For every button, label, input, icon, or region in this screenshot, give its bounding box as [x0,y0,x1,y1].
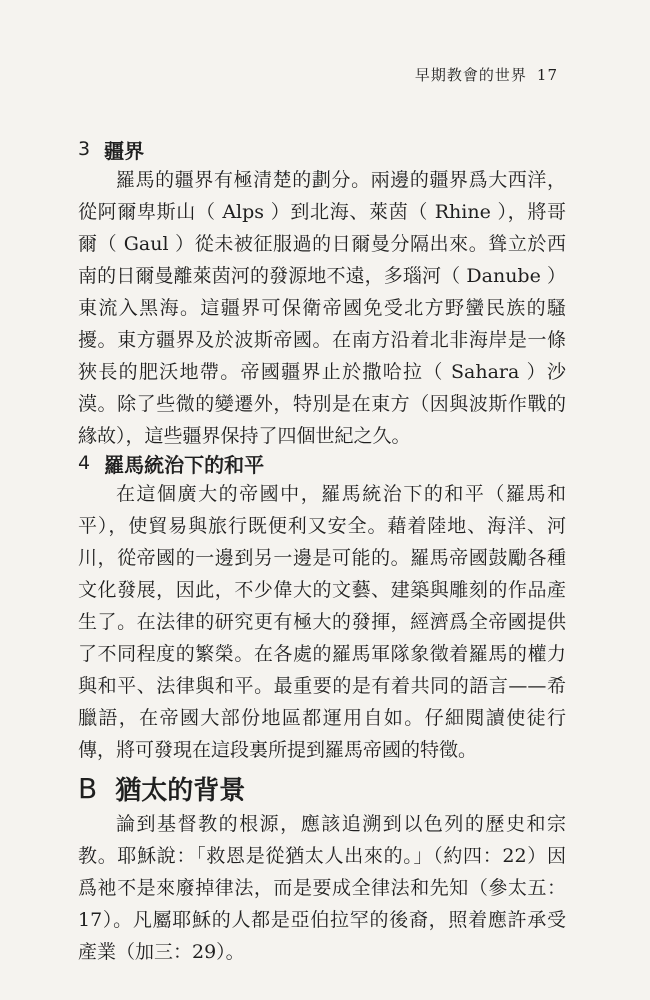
section-title: 羅馬統治下的和平 [104,452,265,477]
running-head-title: 早期教會的世界 [414,66,527,84]
section-heading [78,134,566,164]
section-paragraph: 羅馬的疆界有極清楚的劃分。兩邊的疆界爲大西洋，從阿爾卑斯山（ Alps ）到北海、萊茵（ Rhine ），將哥爾（ Gaul ）從未被征服過的日爾曼分隔出來。聳立於西南的日爾曼離萊茵河的發源地不遠，多瑙河（ Danube ）東流入黑海。這疆界可保衛帝國免受北方野蠻民族的騷擾。東方疆界及於波斯帝國。在南方沿着北非海岸是一條狹長的肥沃地帶。帝國疆界止於撒哈拉（ Sahara ）沙漠。除了些微的變遷外，特別是在東方（因與波斯作戰的緣故），這些疆界保持了四個世紀之久。 [78,169,566,447]
section-jewish-background [78,770,566,968]
section-letter: B [78,771,98,805]
section-title: 疆界 [104,138,145,163]
section-number: 4 [78,452,91,474]
section-title: 猶太的背景 [115,775,246,806]
running-head [415,64,558,85]
major-section-heading [78,770,566,806]
section-paragraph: 論到基督教的根源，應該追溯到以色列的歷史和宗教。耶穌說：「救恩是從猶太人出來的。」（約四：22）因爲祂不是來廢掉律法，而是要成全律法和先知（參太五：17）。凡屬耶穌的人都是亞伯拉罕的後裔，照着應許承受產業（加三：29）。 [78,813,566,963]
section-boundaries [78,134,566,452]
section-pax-romana [78,448,566,766]
section-heading [78,448,566,478]
section-paragraph: 在這個廣大的帝國中，羅馬統治下的和平（羅馬和平），使貿易與旅行既便利又安全。藉着陸地、海洋、河川，從帝國的一邊到另一邊是可能的。羅馬帝國鼓勵各種文化發展，因此，不少偉大的文藝、建築與雕刻的作品產生了。在法律的研究更有極大的發揮，經濟爲全帝國提供了不同程度的繁榮。在各處的羅馬軍隊象徵着羅馬的權力與和平、法律與和平。最重要的是有着共同的語言——希臘語，在帝國大部份地區都運用自如。仔細閱讀使徒行傳，將可發現在這段裏所提到羅馬帝國的特徵。 [78,483,566,761]
page-number: 17 [536,66,558,84]
section-number: 3 [78,138,91,160]
